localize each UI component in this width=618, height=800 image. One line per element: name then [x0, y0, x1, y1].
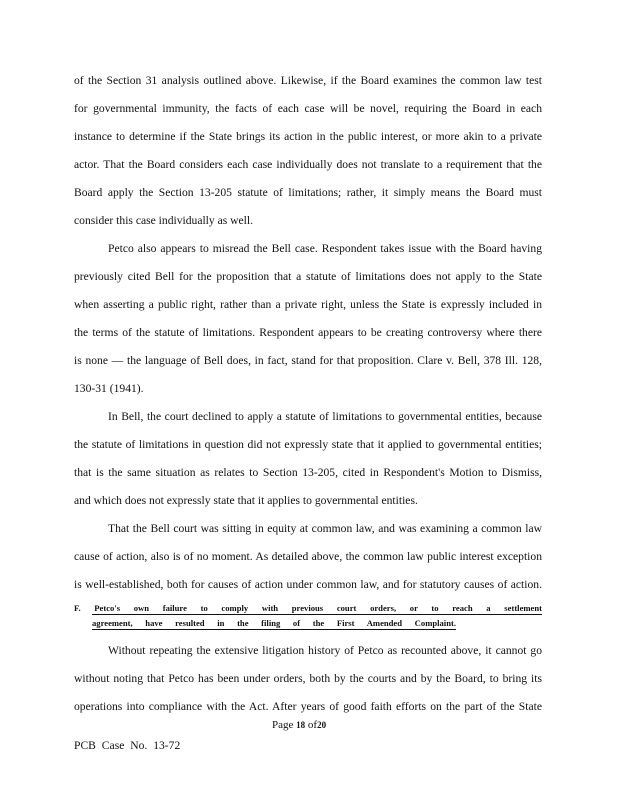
- page-prefix: Page: [272, 719, 294, 731]
- body-line: operations into compliance with the Act. After years of good faith efforts on the part of the State: [74, 700, 542, 713]
- section-heading-line: agreement, have resulted in the filing of the First Amended Complaint.: [92, 618, 456, 628]
- body-line: the terms of the statute of limitations. Respondent appears to be creating controversy where there: [74, 326, 542, 339]
- body-line: for governmental immunity, the facts of each case will be novel, requiring the Board in each: [74, 102, 542, 115]
- body-line: instance to determine if the State brings its action in the public interest, or more akin to a private: [74, 130, 542, 143]
- body-line: that is the same situation as relates to Section 13-205, cited in Respondent's Motion to Dismiss,: [74, 466, 542, 479]
- heading-underline: [92, 614, 542, 615]
- page-of: of: [307, 719, 318, 731]
- body-line: That the Bell court was sitting in equity at common law, and was examining a common law: [108, 522, 542, 535]
- body-line: cause of action, also is of no moment. As detailed above, the common law public interest exception: [74, 550, 542, 563]
- current-page: 18: [296, 720, 306, 730]
- body-line: In Bell, the court declined to apply a statute of limitations to governmental entities, because: [108, 410, 542, 423]
- page-number: [272, 719, 326, 732]
- body-line: without noting that Petco has been under orders, both by the courts and by the Board, to bring its: [74, 672, 542, 685]
- body-line: Petco also appears to misread the Bell case. Respondent takes issue with the Board having: [108, 242, 542, 255]
- body-line: the statute of limitations in question did not expressly state that it applied to governmental entities;: [74, 438, 542, 451]
- body-line: Without repeating the extensive litigation history of Petco as recounted above, it cannot go: [108, 644, 542, 657]
- body-line: of the Section 31 analysis outlined above. Likewise, if the Board examines the common law test: [74, 74, 542, 87]
- body-line: and which does not expressly state that it applies to governmental entities.: [74, 494, 418, 507]
- case-number: PCB Case No. 13-72: [74, 739, 181, 752]
- body-line: when asserting a public right, rather than a private right, unless the State is expressly included in: [74, 298, 542, 311]
- body-line: is well-established, both for causes of action under common law, and for statutory causes of action.: [74, 578, 542, 591]
- body-line: is none — the language of Bell does, in fact, stand for that proposition. Clare v. Bell, 378 Ill. 128,: [74, 354, 542, 367]
- body-line: previously cited Bell for the proposition that a statute of limitations does not apply to the State: [74, 270, 542, 283]
- section-heading-line: F. Petco's own failure to comply with previous court orders, or to reach a settlement: [74, 603, 542, 613]
- body-line: Board apply the Section 13-205 statute of limitations; rather, it simply means the Board must: [74, 186, 542, 199]
- body-line: consider this case individually as well.: [74, 214, 254, 227]
- body-line: actor. That the Board considers each case individually does not translate to a requirement that the: [74, 158, 542, 171]
- body-line: 130-31 (1941).: [74, 382, 144, 395]
- total-pages: 20: [317, 720, 327, 730]
- heading-underline: [92, 629, 456, 630]
